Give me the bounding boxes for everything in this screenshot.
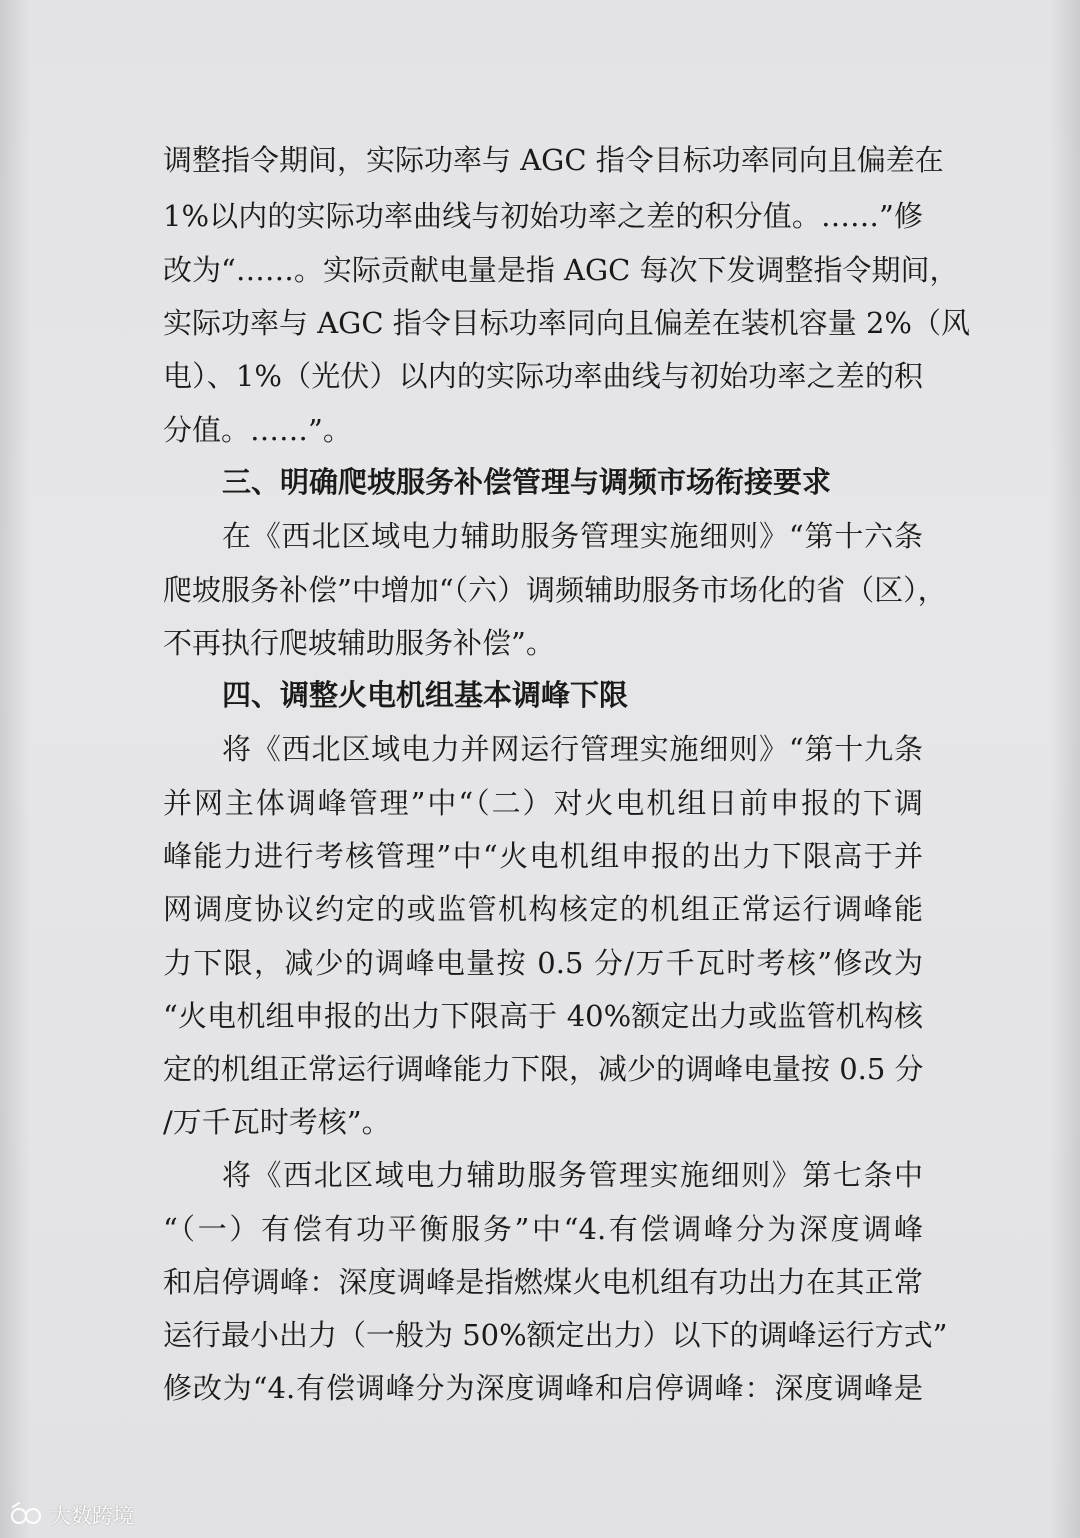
- body-line: 在《西北区域电力辅助服务管理实施细则》“第十六条: [222, 519, 923, 553]
- body-line: 将《西北区域电力辅助服务管理实施细则》第七条中: [222, 1158, 923, 1192]
- body-line: 不再执行爬坡辅助服务补偿”。: [163, 626, 555, 660]
- body-line: 修改为“4.有偿调峰分为深度调峰和启停调峰：深度调峰是: [163, 1371, 923, 1405]
- body-line: “火电机组申报的出力下限高于 40%额定出力或监管机构核: [163, 999, 923, 1033]
- body-line: 和启停调峰：深度调峰是指燃煤火电机组有功出力在其正常: [163, 1265, 923, 1299]
- section-heading-3: 三、明确爬坡服务补偿管理与调频市场衔接要求: [222, 465, 832, 499]
- watermark: [10, 1500, 134, 1530]
- body-line: 改为“……。实际贡献电量是指 AGC 每次下发调整指令期间，: [163, 253, 959, 287]
- scan-edge-shadow: [0, 0, 30, 1538]
- body-line: 网调度协议约定的或监管机构核定的机组正常运行调峰能: [163, 892, 923, 926]
- body-line: 调整指令期间，实际功率与 AGC 指令目标功率同向且偏差在: [163, 143, 944, 177]
- brand-logo-icon: [10, 1502, 44, 1528]
- section-heading-4: 四、调整火电机组基本调峰下限: [222, 678, 629, 712]
- watermark-text: 大数跨境: [50, 1504, 134, 1528]
- body-line: 爬坡服务补偿”中增加“（六）调频辅助服务市场化的省（区），: [163, 573, 947, 607]
- body-line: “（一）有偿有功平衡服务”中“4.有偿调峰分为深度调峰: [163, 1212, 923, 1246]
- body-line: 运行最小出力（一般为 50%额定出力）以下的调峰运行方式”: [163, 1318, 948, 1352]
- body-line: 力下限，减少的调峰电量按 0.5 分/万千瓦时考核”修改为: [163, 946, 923, 980]
- body-line: 分值。……”。: [163, 413, 352, 447]
- body-line: 定的机组正常运行调峰能力下限，减少的调峰电量按 0.5 分: [163, 1052, 924, 1086]
- scan-edge-shadow: [1050, 0, 1080, 1538]
- body-line: 1%以内的实际功率曲线与初始功率之差的积分值。……”修: [163, 199, 923, 233]
- body-line: 实际功率与 AGC 指令目标功率同向且偏差在装机容量 2%（风: [163, 306, 970, 340]
- body-line: 并网主体调峰管理”中“（二）对火电机组日前申报的下调: [163, 786, 923, 820]
- body-line: /万千瓦时考核”。: [163, 1105, 391, 1139]
- body-line: 峰能力进行考核管理”中“火电机组申报的出力下限高于并: [163, 839, 923, 873]
- body-line: 电）、1%（光伏）以内的实际功率曲线与初始功率之差的积: [163, 359, 923, 393]
- body-line: 将《西北区域电力并网运行管理实施细则》“第十九条: [222, 732, 923, 766]
